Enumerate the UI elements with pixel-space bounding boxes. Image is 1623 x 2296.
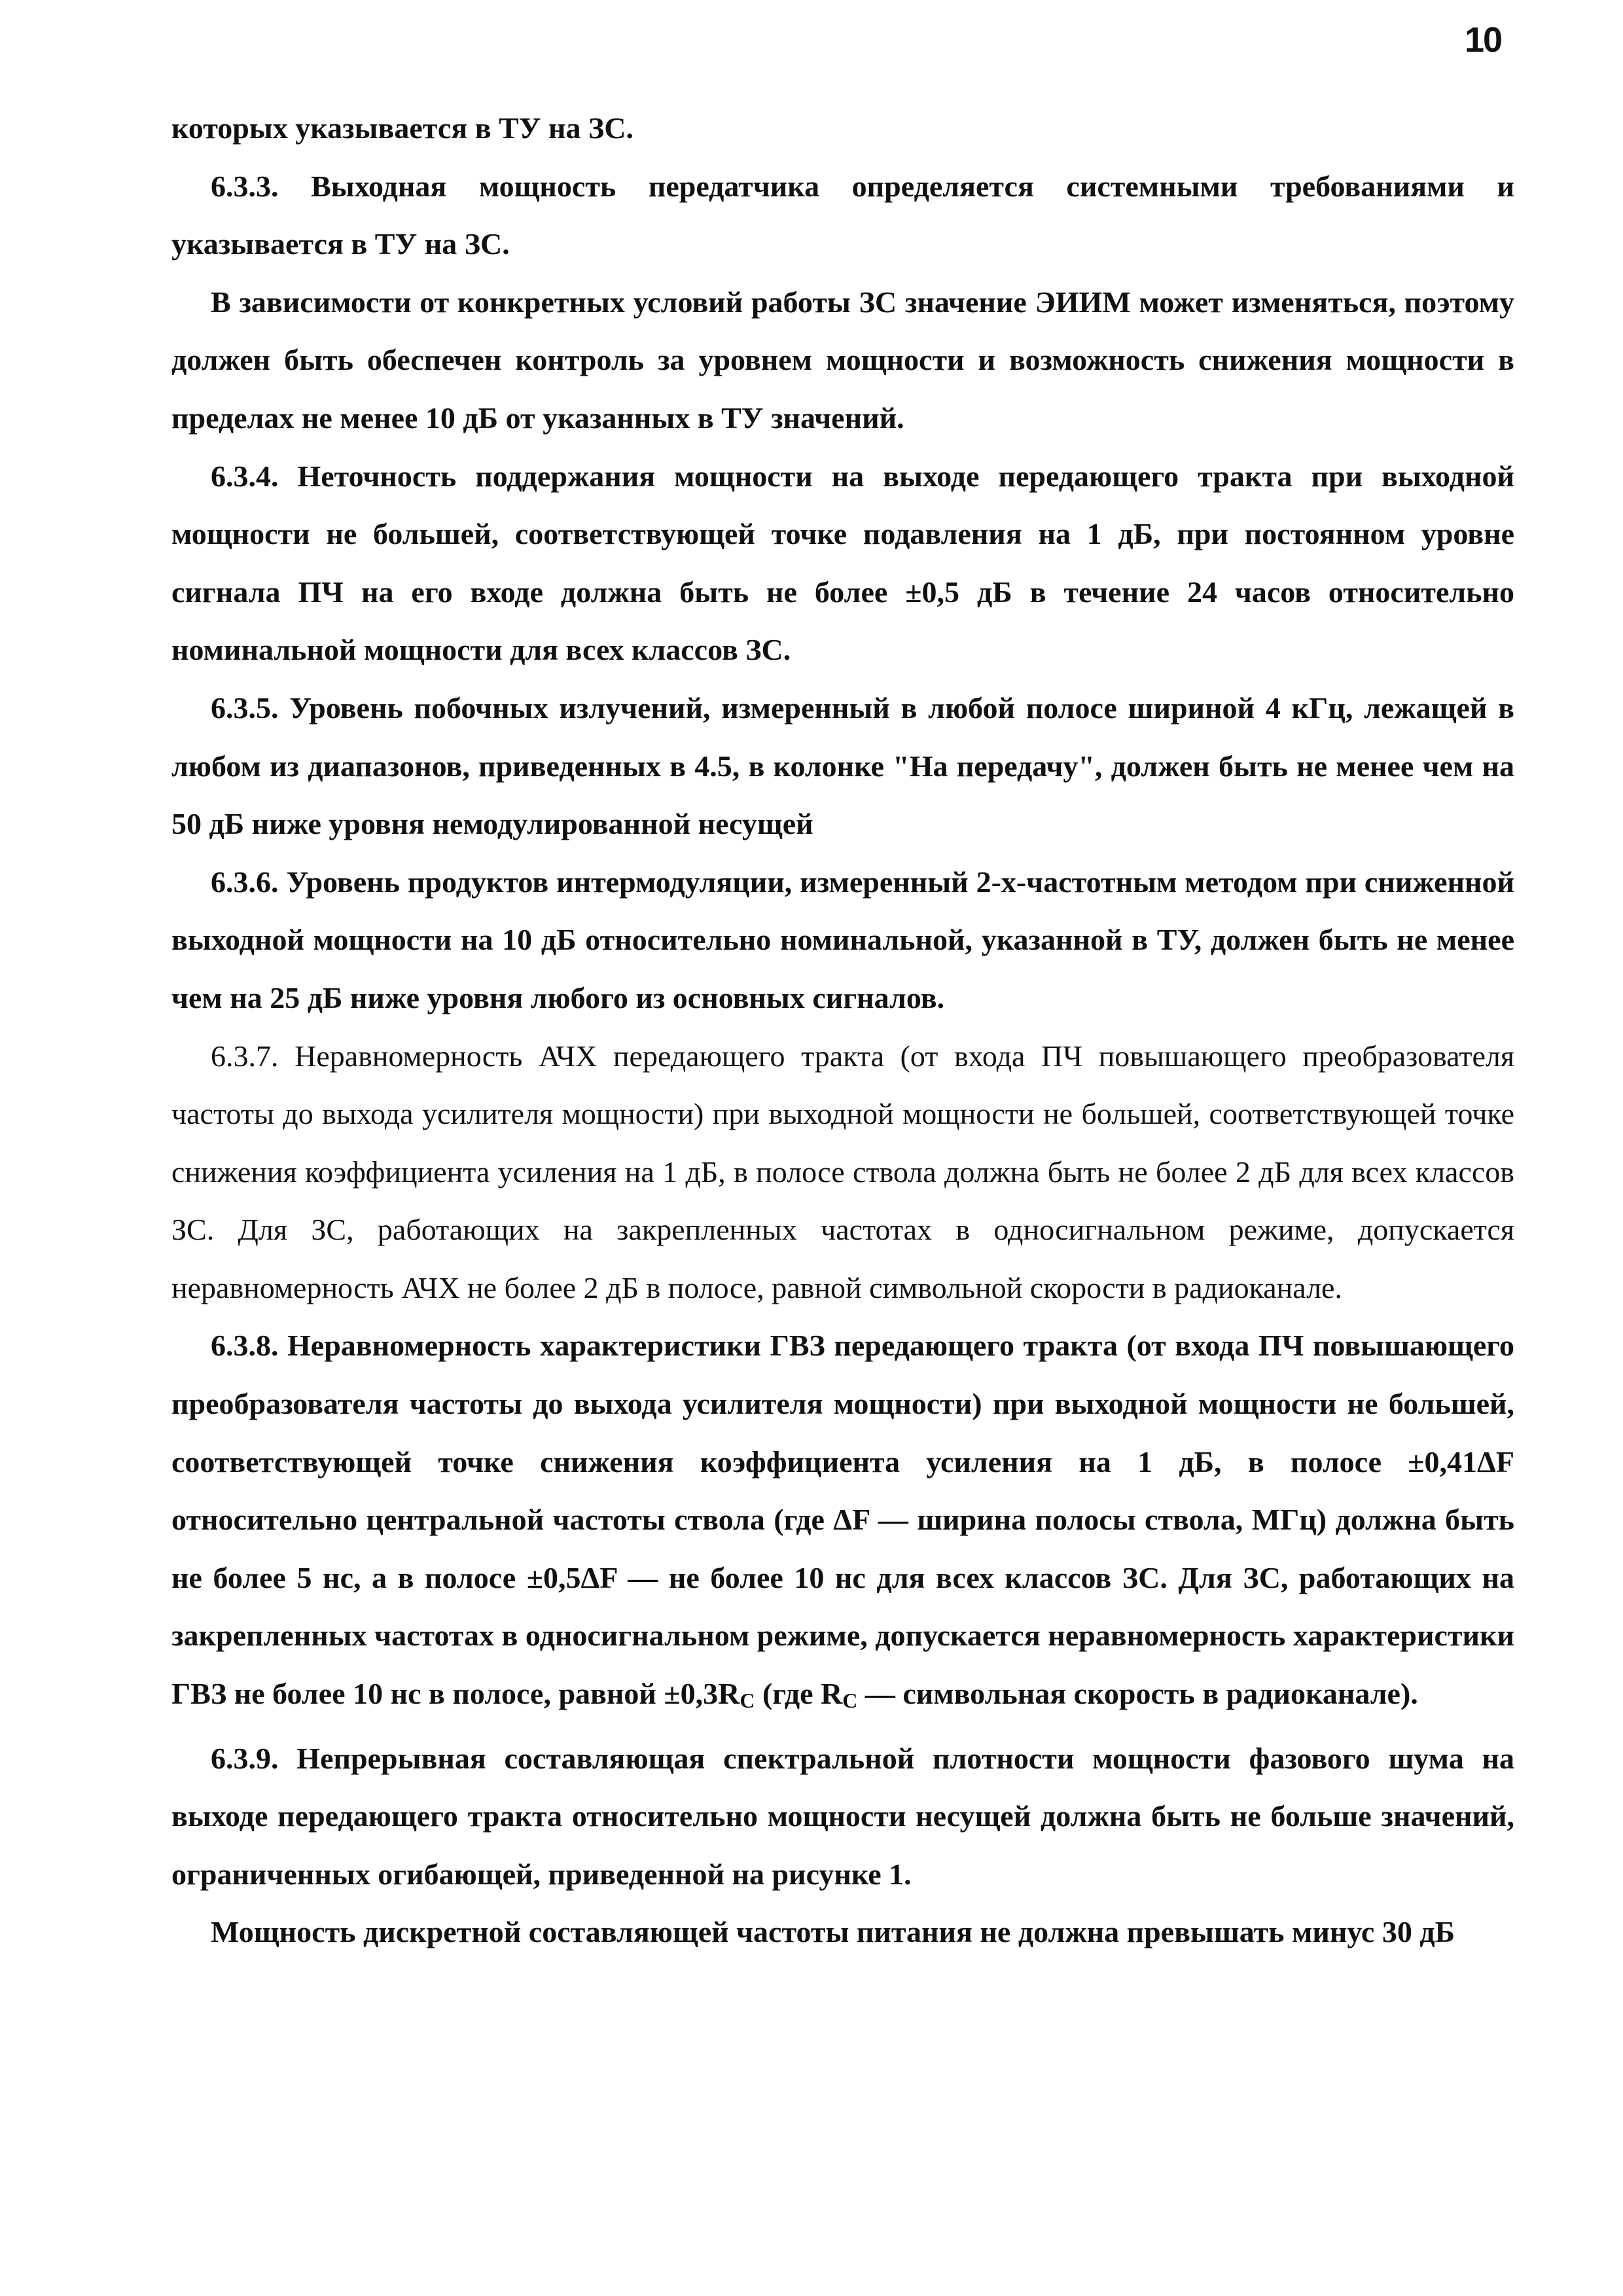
paragraph-continuation: которых указывается в ТУ на ЗС. xyxy=(171,111,633,145)
paragraph-6-3-3: 6.3.3. Выходная мощность передатчика определяется системными требованиями и указывается в ТУ на ЗС. xyxy=(171,169,1515,261)
clause-number: 6.3.5. xyxy=(211,691,279,725)
clause-number: 6.3.4. xyxy=(211,459,279,493)
page-number: 10 xyxy=(1465,20,1502,60)
paragraph-6-3-7: 6.3.7. Неравномерность АЧХ передающего тракта (от входа ПЧ повышающего преобразователя частоты до выхода усилителя мощности) при выходной мощности не большей, соответствующей точке снижения коэффициента усиления на 1 дБ, в полосе ствола должна быть не более 2 дБ для всех классов ЗС. Для ЗС, работающих на закрепленных частотах в односигнальном режиме, допускается неравномерность АЧХ не более 2 дБ в полосе, равной символьной скорости в радиоканале. xyxy=(171,1039,1515,1304)
paragraph-6-3-8: 6.3.8. Неравномерность характеристики ГВЗ передающего тракта (от входа ПЧ повышающего преобразователя частоты до выхода усилителя мощности) при выходной мощности не большей, соответствующей точке снижения коэффициента усиления на 1 дБ, в полосе ±0,41ΔF относительно центральной частоты ствола (где ΔF — ширина полосы ствола, МГц) должна быть не более 5 нс, а в полосе ±0,5ΔF — не более 10 нс для всех классов ЗС. Для ЗС, работающих на закрепленных частотах в односигнальном режиме, допускается неравномерность характеристики ГВЗ не более 10 нс в полосе, равной ±0,3RC (где RC — символьная скорость в радиоканале). xyxy=(171,1329,1514,1713)
subscript-c: C xyxy=(842,1689,858,1713)
paragraph-6-3-9: 6.3.9. Непрерывная составляющая спектральной плотности мощности фазового шума на выходе передающего тракта относительно мощности несущей должна быть не больше значений, ограниченных огибающей, приведенной на рисунке 1. xyxy=(171,1741,1514,1891)
paragraph-6-3-4: 6.3.4. Неточность поддержания мощности на выходе передающего тракта при выходной мощности не большей, соответствующей точке подавления на 1 дБ, при постоянном уровне сигнала ПЧ на его входе должна быть не более ±0,5 дБ в течение 24 часов относительно номинальной мощности для всех классов ЗС. xyxy=(171,459,1515,667)
paragraph-6-3-6: 6.3.6. Уровень продуктов интермодуляции, измеренный 2-х-частотным методом при сниженной выходной мощности на 10 дБ относительно номинальной, указанной в ТУ, должен быть не менее чем на 25 дБ ниже уровня любого из основных сигналов. xyxy=(171,865,1515,1014)
subscript-c: C xyxy=(740,1689,755,1713)
clause-number: 6.3.3. xyxy=(211,169,279,203)
paragraph-6-3-3-continued: В зависимости от конкретных условий работы ЗС значение ЭИИМ может изменяться, поэтому должен быть обеспечен контроль за уровнем мощности и возможность снижения мощности в пределах не менее 10 дБ от указанных в ТУ значений. xyxy=(171,285,1514,435)
paragraph-6-3-9-continued: Мощность дискретной составляющей частоты питания не должна превышать минус 30 дБ xyxy=(211,1915,1455,1949)
paragraph-6-3-5: 6.3.5. Уровень побочных излучений, измеренный в любой полосе шириной 4 кГц, лежащей в любом из диапазонов, приведенных в 4.5, в колонке "На передачу", должен быть не менее чем на 50 дБ ниже уровня немодулированной несущей xyxy=(171,691,1515,841)
document-body xyxy=(171,99,1514,1962)
clause-number: 6.3.8. xyxy=(211,1329,279,1363)
clause-number: 6.3.9. xyxy=(211,1741,279,1775)
clause-number: 6.3.7. xyxy=(211,1039,279,1073)
clause-number: 6.3.6. xyxy=(211,865,279,899)
